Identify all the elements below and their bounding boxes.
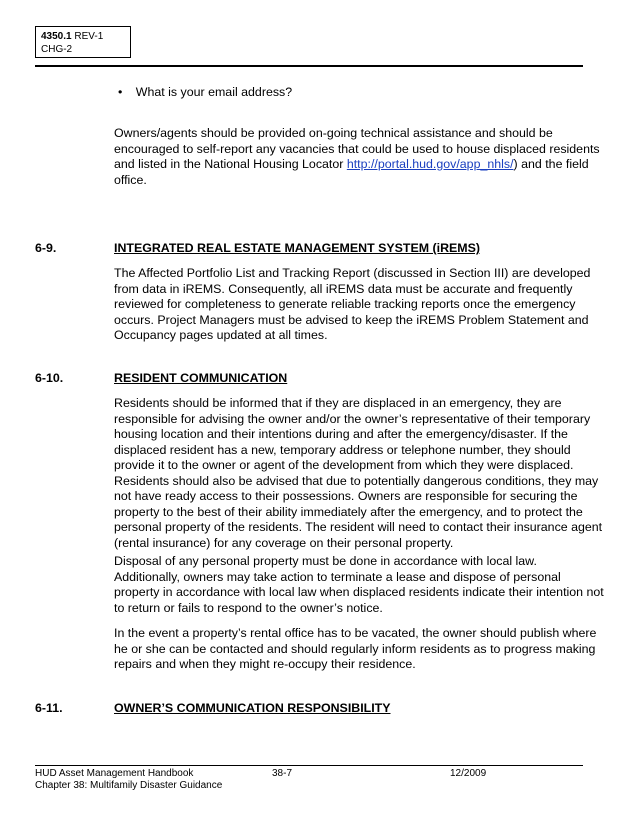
section-paragraph: Disposal of any personal property must be done in accordance with local law. Additionally, owners may take action to terminate a lease and dispose of personal property in accordance with local law when displaced residents indicate their intention not to return or fails to respond to the owner’s notice. [114,554,604,615]
bullet-item [118,85,292,99]
section-paragraph: The Affected Portfolio List and Tracking Report (discussed in Section III) are developed from data in iREMS. Consequently, all iREMS data must be accurate and frequently reviewed for completeness to generate reliable tracking reports once the emergency occurs. Project Managers must be advised to keep the iREMS Problem Statement and Occupancy pages updated at all times. [114,266,591,342]
document-id-box [35,26,131,58]
intro-text: Owners/agents should be provided on-going technical assistance and should be encouraged to self-report any vacancies that could be used to house displaced residents and listed in the National Housing Locator [114,126,600,171]
doc-revision: REV-1 [74,31,104,42]
footer-handbook: HUD Asset Management Handbook [35,768,194,779]
doc-change: CHG-2 [41,44,73,55]
footer-page-number: 38-7 [272,768,293,779]
section-title: RESIDENT COMMUNICATION [114,371,288,385]
section-paragraph: In the event a property’s rental office has to be vacated, the owner should publish where he or she can be contacted and should regularly inform residents as to progress making repairs and when they might re-occupy their residence. [114,626,597,671]
section-paragraph: Residents should be informed that if they are displaced in an emergency, they are responsible for advising the owner and/or the owner’s representative of their temporary housing location and their intentions during and after the emergency/disaster. If the displaced resident has a new, temporary address or telephone number, they should provide it to the owner or agent of the development from which they were displaced. Residents should also be advised that due to potentially dangerous conditions, they may not have ready access to their possessions. Owners are responsible for securing the property to the best of their ability immediately after the emergency, and to protect the personal property of the residents. The resident will need to contact their insurance agent (rental insurance) for any coverage on their personal property. [114,396,603,550]
footer-chapter: Chapter 38: Multifamily Disaster Guidance [35,780,223,791]
document-id-line [41,30,130,43]
footer-date: 12/2009 [450,768,487,779]
intro-text-end: ) and the field office. [114,157,589,187]
header-rule [35,65,583,67]
section-number: 6-10. [35,371,64,385]
nhls-link[interactable]: http://portal.hud.gov/app_nhls/ [346,157,514,171]
bullet-text: What is your email address? [135,85,293,99]
intro-paragraph [114,126,604,188]
footer-rule [35,765,583,766]
section-number: 6-11. [35,701,63,715]
section-number: 6-9. [35,241,57,255]
section-title: OWNER’S COMMUNICATION RESPONSIBILITY [114,701,391,715]
section-title: INTEGRATED REAL ESTATE MANAGEMENT SYSTEM (iREMS) [114,241,480,255]
doc-number: 4350.1 [41,31,72,42]
bullet-symbol: • [118,85,123,99]
